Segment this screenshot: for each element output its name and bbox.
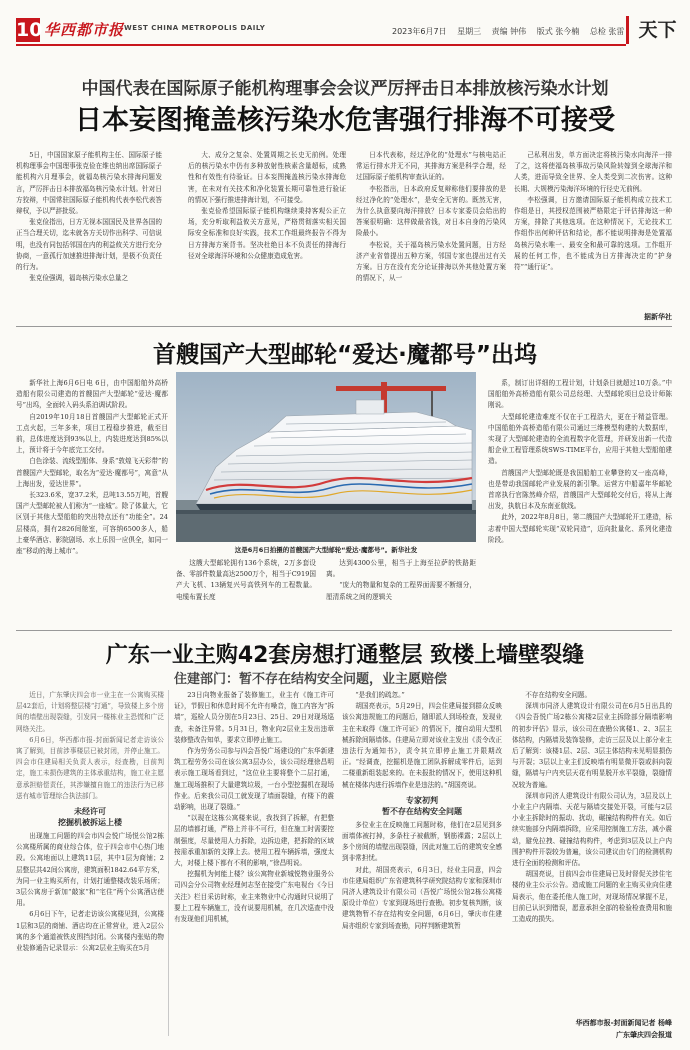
paragraph: 6月6日下午，记者走访该公寓楼见到，公寓楼1层和3层的商铺、酒店均在正常营业，进入2层公寓的多个通道被铁皮围挡封闭。公寓楼内张贴的物业装修通告记录显示：公寓2层业主购买在5月 — [16, 910, 164, 953]
paragraph: 白色涂装、流线型船体、身系“敦煌飞天彩带”的首艘国产大型邮轮，取名为“爱达·魔都号”，寓意“从上海出发，爱达世界”。 — [16, 457, 168, 488]
photo-caption: 这是6月6日拍摄的首艘国产大型邮轮“爱达·魔都号”。新华社发 — [234, 546, 418, 554]
story3-byline-reporter: 华西都市报-封面新闻记者 杨峰 — [575, 1019, 672, 1027]
section-tag: 天下 — [626, 16, 686, 44]
paragraph: 挖掘机为何能上楼？该公寓物业新城悦物业服务公司四会分公司物业经理何志坚在接受广东电视台《今日关注》栏目采访时称，业主来物业中心沟通时只说明了要上工程车辆施工，没有说要用机械，在几次巡查中没有发现他们用机械， — [174, 870, 334, 924]
paragraph: 这艘大型邮轮拥有136个系统，2万多套设备、零部件数量高达2500万个，相当于C919国产大飞机、13辆复兴号高铁列车的工程数量。电缆布置长度 — [176, 559, 316, 601]
subsection-heading: 未经许可 挖掘机被拆运上楼 — [58, 807, 122, 828]
paragraph: 深圳市同济人建筑设计有限公司认为，3层及以上小业主户内隔墙、天花与隔墙交接处开裂，可能与2层小业主拆除时的振动、扰动，碾撞结构构件有关。如后续实施部分内隔墙拆除，应采用控制施工方法，减小震动，避免拉拽、碰撞结构构件，考虑到3层及以上户内围护构件开裂较为普遍，该公司建议由专门的检测机构进行全面的检测和评估。 — [512, 791, 672, 868]
cruise-ship-photo — [176, 372, 476, 542]
paragraph: 己私利出发，单方面决定将核污染水向海洋一排了之，这将使福岛核事故污染风险转嫁到全球海洋和人类，进而导致全世界、全人类受到二次伤害。这种长期、大规模污染海洋环境的行径史无前例。 — [514, 151, 672, 193]
story3-subhead: 住建部门：暂不存在结构安全问题，业主愿赔偿 — [174, 672, 448, 687]
paragraph: 系，制订出详细的工程计划，计划条目就超过10万条。”中国船舶外高桥造船有限公司总经理、大型邮轮项目总设计师陈刚说。 — [488, 379, 672, 410]
paragraph: 张克俭希望国际原子能机构继续秉持客观公正立场，充分听取利益攸关方意见，严格贯彻落实相关国际安全标准和良好实践，技术工作组最终报告不得为日方排海方案背书。坚决杜绝日本不负责任的排海行径对全球海洋环境和公众健康造成危害。 — [188, 207, 346, 260]
paragraph: 大型邮轮建造难度不仅在于工程浩大，更在于精益管理。中国船舶外高桥造船有限公司通过三维模型构建的大数据库，实现了大型邮轮建造的全流程数字化管理，并研发出新一代造船企业工程管理系统SWS-TIME平台，应用于其他大型船舶建造。 — [488, 412, 672, 466]
story-divider — [16, 630, 672, 631]
story1-column-3 — [356, 150, 506, 322]
paragraph: 不存在结构安全问题。 — [525, 691, 592, 699]
story3-column-1 — [16, 690, 164, 1040]
issue-info — [392, 26, 632, 37]
story1-column-1 — [16, 150, 162, 322]
paper-logo: 华西都市报 — [44, 21, 125, 39]
issue-weekday: 星期三 — [457, 27, 482, 36]
paragraph: 李松强调，日方邀请国际原子能机构成立技术工作组是日，其授权范围被严格限定于评估排海这一种方案，排除了其他选项。在这种情况下，无论技术工作组作出何种评估和结论，都不能说明排海是处置福岛核污染水唯一、最安全和最可靠的选项。工作组开展的任何工作，也不能成为日方排海决定的“护身符”“通行证”。 — [514, 195, 672, 272]
story3-byline-location: 广东肇庆四会报道 — [616, 1031, 672, 1039]
story-divider — [16, 326, 672, 327]
paragraph: 此外，2022年8月8日，第二艘国产大型邮轮开工建造，标志着中国大型邮轮实现“双轮同造”，迈向批量化、系列化建造阶段。 — [488, 513, 672, 544]
story1-headline: 日本妄图掩盖核污染水危害强行排海不可接受 — [75, 105, 615, 136]
story2-column-4 — [488, 378, 672, 624]
paragraph: 新华社上海6月6日电 6日，由中国船舶外高桥造船有限公司建造的首艘国产大型邮轮“爱达·魔都号”出坞，全面转入码头系泊调试阶段。 — [16, 379, 168, 410]
story1-column-4 — [514, 150, 672, 310]
story3-headline: 广东一业主购42套房想打通整层 致楼上墙壁裂缝 — [105, 643, 585, 668]
paragraph: “庞大的物量和复杂的工程界面需要不断细分，厘清系统之间的逻辑关 — [326, 581, 476, 601]
issue-date: 2023年6月7日 — [392, 27, 447, 36]
paragraph: 达到4300公里，相当于上海至拉萨的铁路距离。 — [326, 559, 476, 579]
story1-column-2 — [188, 150, 346, 322]
paragraph: 李松指出，日本政府反复辩称他们要排放的是经过净化的“处理水”，是安全无害的。既然无害，为什么执意要向海洋排放？日本专家委员会给出的答案很明确：这样做最省钱，对日本自身的污染风险最小。 — [356, 184, 506, 238]
paragraph: “是我们的疏忽。” — [355, 691, 405, 699]
paragraph: 长323.6米，宽37.2米，总吨13.55万吨，首艘国产大型邮轮被人们称为“一座城”。除了体量大，它区别于其他大型船舶的突出特点还有“功能全”。24层楼高，拥有2826间舱室，可容纳6500多人，船上豪华酒店、影院剧场、水上乐园一应俱全，如同一座“移动的海上城市”。 — [16, 491, 168, 556]
cruise-ship-illustration — [176, 372, 476, 542]
paragraph: 首艘国产大型邮轮既是我国船舶工业攀登的又一座高峰，也是带动我国邮轮产业发展的新引擎。运营方中船嘉年华邮轮首席执行官陈然峰介绍，首艘国产大型邮轮交付后，将从上海出发，执航日本及东南亚航线。 — [488, 468, 672, 511]
story3-column-4 — [512, 690, 672, 1016]
paragraph: 23日向物业报备了装修施工，业主有《施工许可证》，节假日和休息时间不允许有噪音，施工内容为“拆墙”，巡检人员分别在5月23日、25日、29日对现场巡查，未备注异常。5月31日，物业向2层业主发出违章装修整改告知单，要求立即停止施工。 — [174, 691, 334, 744]
masthead-rule — [16, 44, 626, 46]
paragraph: 5日，中国国家原子能机构主任、国际原子能机构理事会中国理事张克俭在维也纳出席国际原子能机构六月理事会，就福岛核污染水排海问题发言，严厉抨击日本排放福岛核污染水计划。针对日方狡辩，中国常驻国际原子能机构代表李松代表答辩权，予以严辞批驳。 — [16, 151, 162, 216]
column-divider — [168, 690, 169, 1036]
paragraph: 对此，胡国亮表示，6月3日，经业主同意，四会市住建局组织广东省建筑科学研究院结构专家和深圳市同济人建筑设计有限公司（吾悦广场悦公馆2栋公寓楼原设计单位）专家到现场进行查勘。初步复核判断，该建筑物暂不存在结构安全问题，6月6日，肇庆市住建局亦组织专家到场查勘，同样判断建筑暂 — [342, 865, 502, 930]
story2-column-3 — [326, 558, 476, 624]
story3-column-2 — [174, 690, 334, 1040]
lead-paragraph: 6月6日，华西都市报-封面新闻记者走访该公寓了解到，目前涉事楼层已被封闭，并停止施工。四会市住建局相关负责人表示，经查勘，目前判定，施工未损伤建筑的主体承重结构，施工业主愿意承担赔偿责任，其涉嫌擅自施工的违法行为已移送有城市管理综合执法部门。 — [16, 735, 164, 800]
paragraph: 出现施工问题的四会市四会悦广场悦公馆2栋公寓楼所属的商业综合体，位于四会市中心热门地段。公寓地面以上建筑11层，其中1层为商铺；2层整层共42间公寓房，建筑面积1842.64平方米，为同一业主购买所有，计划打通整楼改装乐场所；3层公寓房于新加“敲家”和“宅住”两个公寓酒店使用。 — [16, 832, 164, 908]
story3-column-3 — [342, 690, 502, 1040]
lead-paragraph: 近日，广东肇庆四会市一业主在一公寓购买楼层42套后，计划将整层楼“打通”，导致楼上多个房间的墙壁出现裂缝，引发同一楼栋业主恐慌和广泛网络关注。 — [16, 691, 164, 733]
story1-byline: 据新华社 — [644, 313, 672, 321]
editor-credit: 责编 钟伟 — [491, 27, 527, 36]
paragraph: 大、成分之复杂、处置周期之长史无前例。处理后的核污染水中仍有多种放射性核素含量超标，成熟性和有效性有待验证。日本妄图掩盖核污染水排海危害，在未对有关技术和净化装置长期可靠性进行验证的情况下强行推进排海计划，不可接受。 — [188, 151, 346, 204]
paragraph: 深圳市同济人建筑设计有限公司在6月5日出具的《四会吾悦广场2栋公寓楼2层业主拆除部分隔墙影响的初步评估》显示，该公司在查勘公寓楼1、2、3层主体结构，内隔墙及装饰装修，走访三层及以上部分业主后了解到：该楼1层、2层、3层主体结构未见明显损伤与开裂；3层以上业主们反映墙有明显微开裂或斜向裂缝，隔墙与户内夹层天花有明显脱开水平裂缝，裂缝情况较为普遍。 — [512, 702, 672, 789]
paragraph: “以现在这栋公寓楼来说，我找到了拆解，有把整层的墙都打通，严格上并非不可行，但在施工时需要控制强度，尽量使用人力拆除，边拆边建，把拆除的区域按需承重加新的支撑上去。使用工程车辆拆墙，强度太大，对楼上楼下都有不利的影响，”徐昌明说。 — [174, 814, 334, 868]
paragraph: 张克俭指出，日方无视本国国民及世界各国的正当合理关切，迄未就各方关切作出科学、可信说明，也没有同包括邻国在内的利益攸关方进行充分协商，一意孤行加速推进排海计划，是极不负责任的行为。 — [16, 218, 162, 272]
story2-headline: 首艘国产大型邮轮“爱达·魔都号”出坞 — [153, 342, 537, 368]
paragraph: 李松说，关于福岛核污染水处置问题，日方经济产业省曾提出五种方案，邻国专家也提出过有关方案。日方在没有充分论证排海以外其他处置方案的情况下，从一 — [356, 240, 506, 283]
page-number: 10 — [16, 19, 43, 41]
story2-column-1 — [16, 378, 168, 624]
paper-name-en: WEST CHINA METROPOLIS DAILY — [124, 24, 266, 32]
masthead — [0, 0, 690, 46]
paragraph: 日本代表称，经过净化的“处理水”与核电站正常运行排水并无不同，其排海方案是科学合理，经过国际原子能机构审查认证的。 — [356, 151, 506, 182]
designer-credit: 版式 张今楠 — [536, 27, 580, 36]
proofreader-credit: 总检 张雷 — [589, 27, 625, 36]
subsection-heading: 专家初判 暂不存在结构安全问题 — [382, 795, 462, 816]
paragraph: 张克俭强调，福岛核污染水总量之 — [29, 274, 129, 283]
paragraph: 胡国亮说，目前四会市住建局已及时督促关涉住宅楼的业主公示公告。造成施工问题的业主购买业向住建局表示，他在委托他人施工时，对现场情况掌握不足，目前已认识到错误，愿意承担全部的检验检查费用和施工造成的损失。 — [512, 870, 672, 924]
paragraph: 作为劳务公司参与四会吾悦广场建设的广东华新建筑工程劳务公司在该公寓3层办公，该公司经理徐昌明表示施工现场看到过，“这位业主要将整个二层打通，施工现场推积了大量建筑垃圾，一台小型挖掘机在现场作业。后来我公司员工就发现了墙面裂缝，有楼下的震动影响，出现了裂缝。” — [174, 747, 334, 812]
story1-kicker: 中国代表在国际原子能机构理事会会议严厉抨击日本排放核污染水计划 — [81, 79, 609, 99]
paragraph: 胡国亮表示，5月29日，四会住建局接到群众反映该公寓违规施工的问题后，随即派人到场检查，发现业主在未取得《施工许可证》的情况下，擅自动用大型机械拆除间隔墙体。住建局立即对该业主发出《责令改正违法行为通知书》，责令其立即停止施工并限期改正。“经调查，挖掘机是施工团队拆解成零件后，运到二楼重新组装起来的。在未报批的情况下，使用这种机械在楼体内进行拆墙作业是违法的。”胡国亮说。 — [342, 702, 502, 789]
paragraph: 自2019年10月18日首艘国产大型邮轮正式开工点火起，三年多来，项目工程稳步推进，截至目前，总体进度达到93%以上，内装进度达到85%以上，预计将于今年底完工交付。 — [16, 412, 168, 455]
story2-column-2 — [176, 558, 316, 624]
paragraph: 多位业主在反映施工问题时称，他们在2层见到多面墙体被打掉，多条柱子被截断，钢筋裸露；2层以上多个房间的墙壁出现裂缝，因此对施工后的建筑安全感到非常担忧。 — [342, 820, 502, 863]
